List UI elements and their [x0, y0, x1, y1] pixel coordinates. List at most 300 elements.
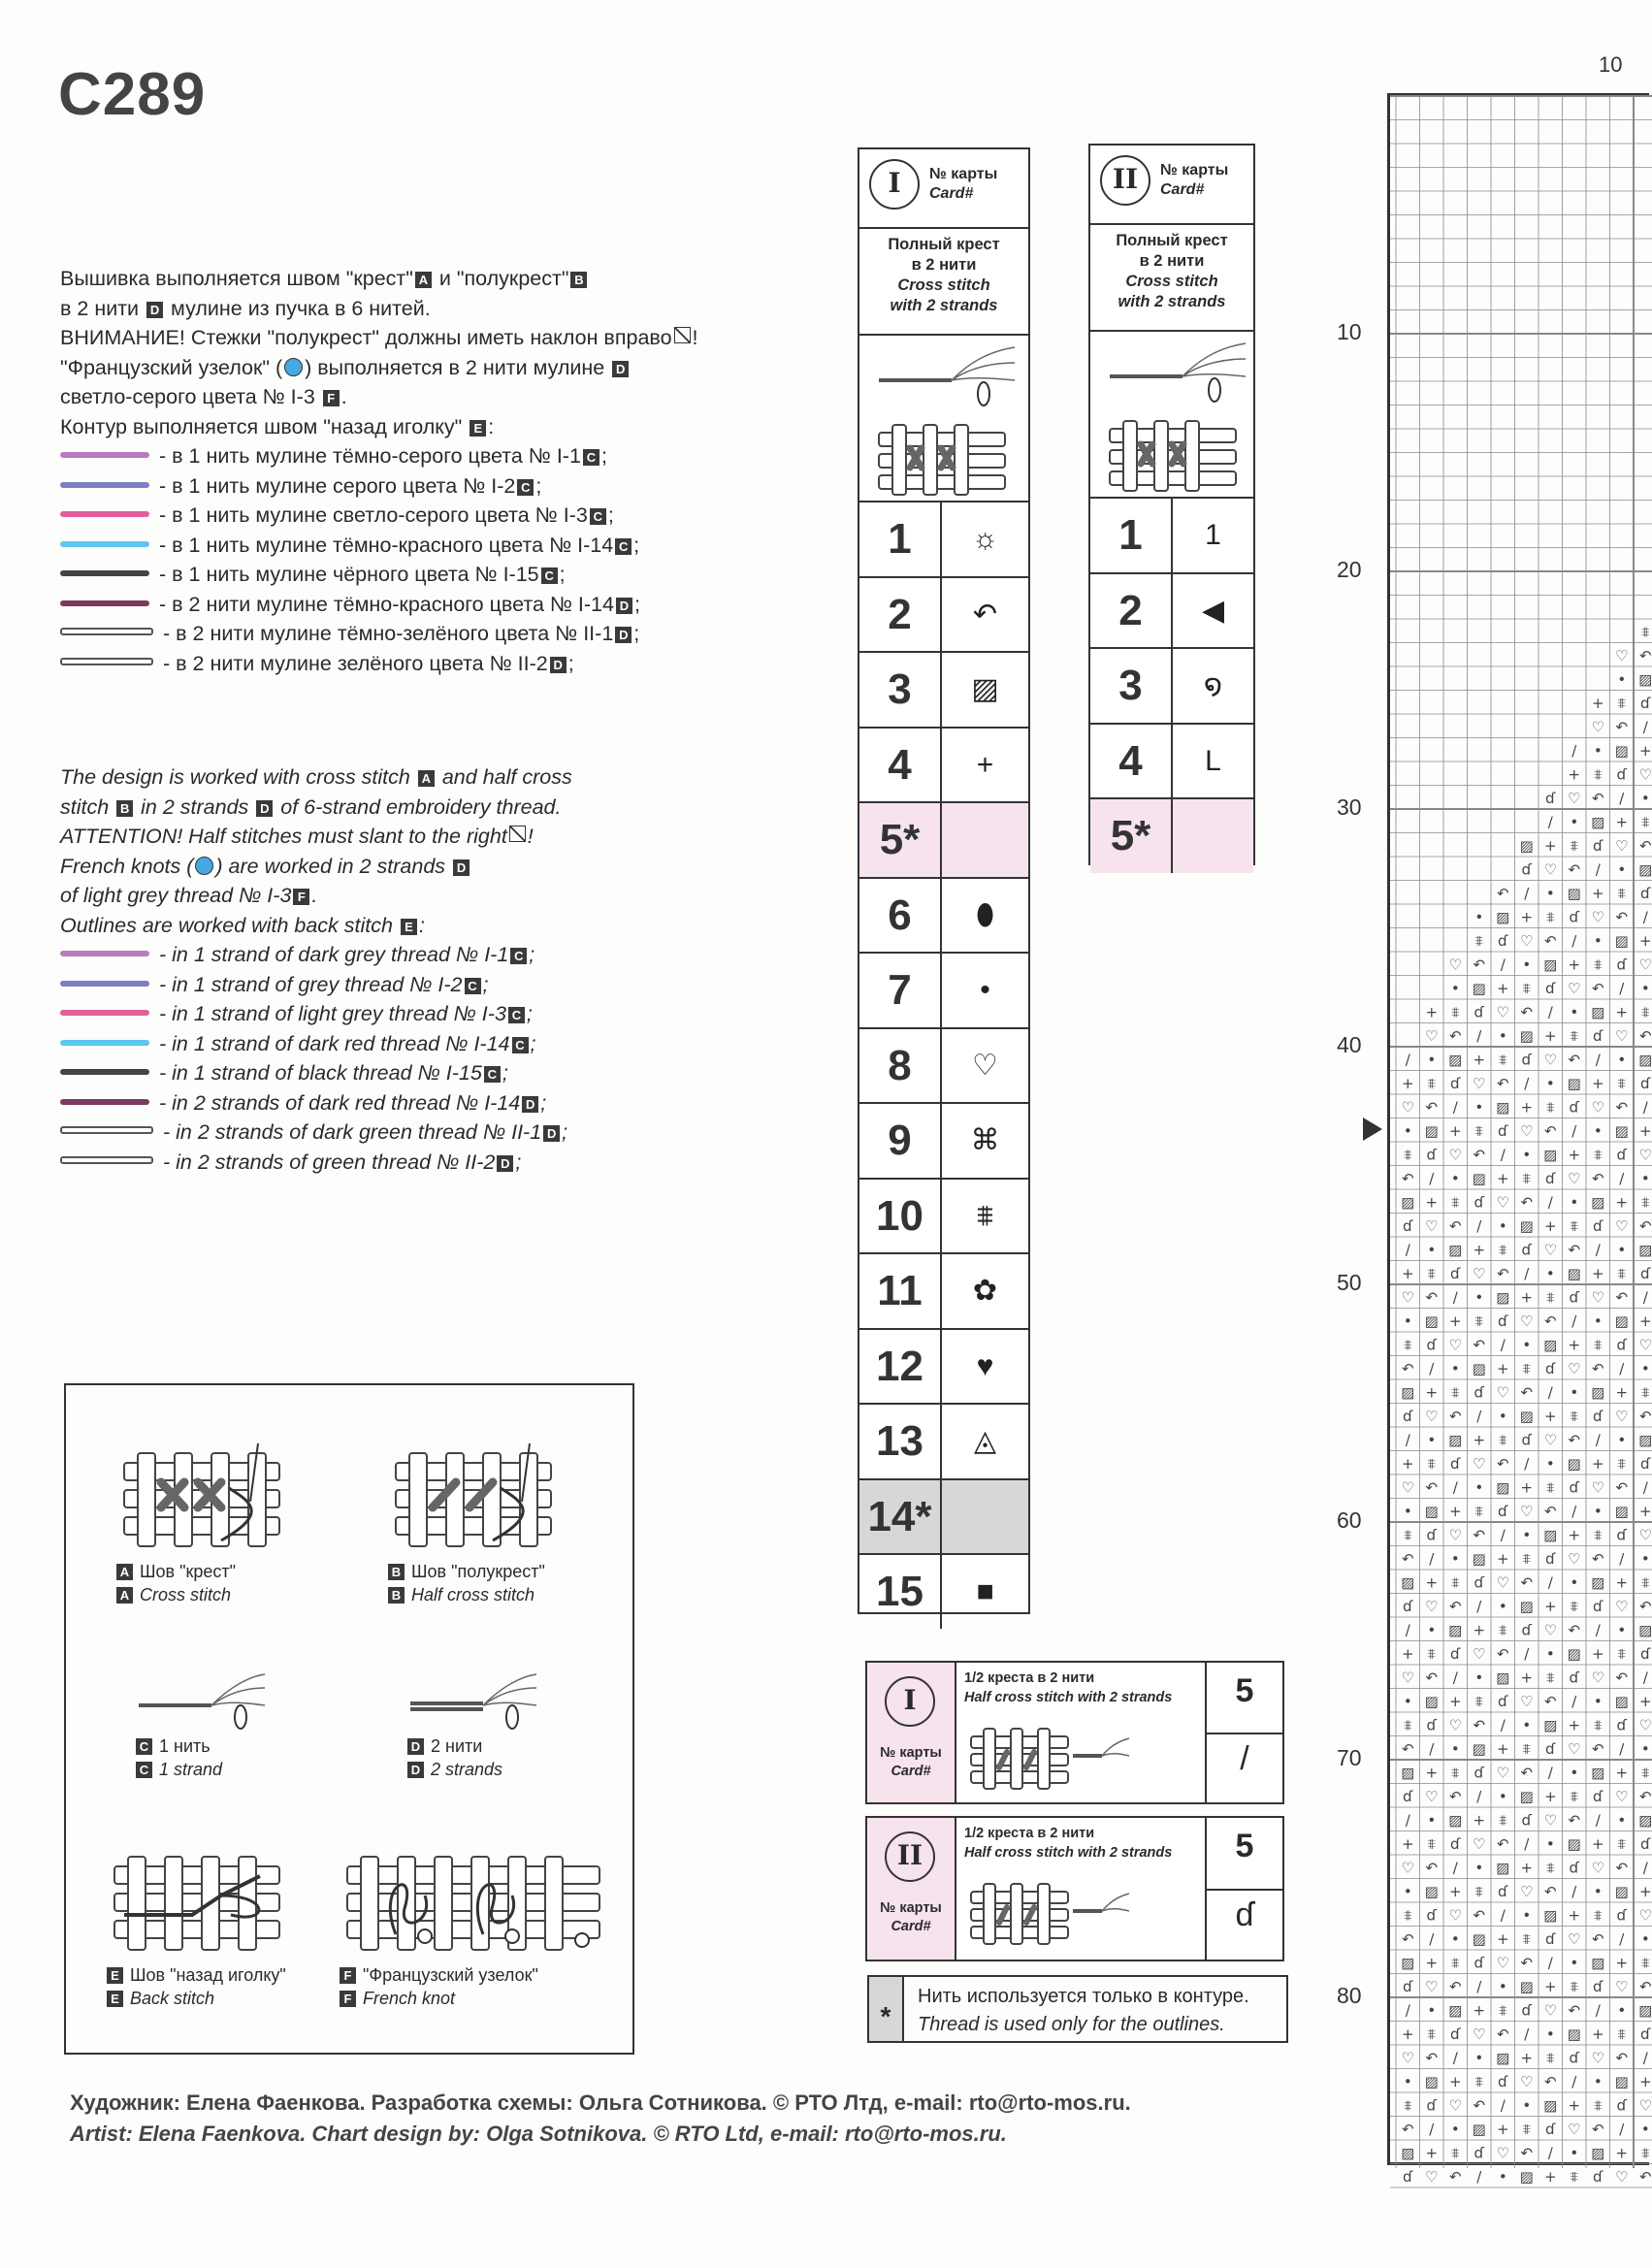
svg-text:▨: ▨ — [1472, 1169, 1486, 1187]
svg-text:↶: ↶ — [1568, 1431, 1581, 1449]
svg-text:+: + — [1615, 2144, 1629, 2162]
svg-text:•: • — [1450, 2120, 1460, 2138]
svg-text:/: / — [1429, 1359, 1435, 1377]
svg-text:/: / — [1642, 1288, 1648, 1307]
svg-text:▨: ▨ — [1614, 1312, 1629, 1330]
svg-text:▨: ▨ — [1567, 1074, 1581, 1092]
svg-text:ɗ: ɗ — [1593, 2167, 1603, 2186]
svg-text:ɗ: ɗ — [1593, 1216, 1603, 1235]
svg-text:♡: ♡ — [1615, 1977, 1629, 1995]
grid-row-label: 70 — [1337, 1745, 1362, 1770]
svg-text:•: • — [1403, 1502, 1412, 1520]
svg-text:+: + — [1543, 1787, 1557, 1805]
credits: Художник: Елена Фаенкова. Разработка схемы: Ольга Сотникова. © РТО Лтд, e-mail: rto@rto-mos.ru. Artist: Elena Faenkova. Chart design by: Olga Sotnikova. © RTO Ltd, e-mail: rto@rto-mos.ru. — [70, 2090, 1131, 2146]
svg-text:ɗ: ɗ — [1403, 1407, 1413, 1425]
thread-number: 3 — [1090, 649, 1173, 723]
svg-text:▨: ▨ — [1543, 1906, 1558, 1925]
svg-text:•: • — [1570, 1954, 1579, 1972]
svg-text:+: + — [1496, 1359, 1509, 1377]
svg-text:/: / — [1619, 1549, 1625, 1568]
svg-text:▨: ▨ — [1638, 1051, 1652, 1069]
svg-text:/: / — [1595, 1811, 1601, 1830]
svg-text:/: / — [1524, 1834, 1530, 1853]
svg-text:/: / — [1619, 1929, 1625, 1948]
svg-text:+: + — [1568, 765, 1581, 784]
svg-text:⩨: ⩨ — [1594, 2096, 1603, 2115]
svg-text:•: • — [1545, 1644, 1555, 1663]
svg-text:⩨: ⩨ — [1451, 2144, 1460, 2162]
svg-text:+: + — [1425, 1383, 1439, 1402]
svg-text:⩨: ⩨ — [1594, 765, 1603, 784]
svg-text:/: / — [1547, 1954, 1553, 1972]
svg-text:↶: ↶ — [1568, 1241, 1581, 1259]
svg-text:▨: ▨ — [1519, 836, 1534, 855]
svg-text:ɗ: ɗ — [1640, 884, 1651, 902]
svg-text:•: • — [1617, 1051, 1627, 1069]
legend-back-stitch: E Шов "назад иголку" E Back stitch — [105, 1847, 289, 2010]
svg-text:↶: ↶ — [1568, 1621, 1581, 1639]
svg-text:+: + — [1591, 884, 1604, 902]
svg-text:▨: ▨ — [1519, 1407, 1534, 1425]
outline-thread-line: - в 1 нить мулине тёмно-красного цвета № I-14 C ; — [60, 531, 836, 561]
svg-text:ɗ: ɗ — [1545, 2120, 1556, 2138]
svg-text:↶: ↶ — [1591, 1549, 1604, 1568]
card-row — [859, 1480, 1028, 1556]
thread-swatch — [60, 600, 149, 606]
thread-number: 6 — [859, 879, 942, 953]
svg-text:•: • — [1593, 1121, 1603, 1140]
svg-text:ɗ: ɗ — [1521, 1621, 1532, 1639]
svg-text:ɗ: ɗ — [1616, 956, 1627, 974]
half-stitch-icon — [509, 826, 526, 842]
svg-text:ɗ: ɗ — [1498, 1312, 1508, 1330]
svg-text:/: / — [1500, 1716, 1506, 1734]
svg-text:•: • — [1617, 1621, 1627, 1639]
svg-text:•: • — [1640, 979, 1650, 997]
svg-text:ɗ: ɗ — [1593, 1026, 1603, 1045]
svg-text:/: / — [1642, 718, 1648, 736]
svg-text:⩨: ⩨ — [1474, 1502, 1483, 1520]
thread-number: 12 — [859, 1330, 942, 1404]
svg-text:⩨: ⩨ — [1451, 1573, 1460, 1592]
svg-text:♡: ♡ — [1568, 979, 1581, 997]
card-row — [859, 1029, 1028, 1105]
svg-text:+: + — [1568, 1716, 1581, 1734]
svg-text:▨: ▨ — [1472, 1359, 1486, 1377]
svg-text:⩨: ⩨ — [1641, 1954, 1650, 1972]
svg-text:+: + — [1615, 1003, 1629, 1021]
svg-text:ɗ: ɗ — [1640, 694, 1651, 712]
chart-symbol: ↶ — [972, 598, 998, 631]
svg-text:▨: ▨ — [1638, 2001, 1652, 2020]
cross-stitch-illustration — [114, 1443, 289, 1560]
svg-text:♡: ♡ — [1615, 646, 1629, 664]
svg-text:•: • — [1640, 1549, 1650, 1568]
svg-text:♡: ♡ — [1543, 1241, 1557, 1259]
svg-text:ɗ: ɗ — [1616, 1716, 1627, 1734]
svg-text:+: + — [1520, 1098, 1534, 1117]
svg-text:⩨: ⩨ — [1522, 1359, 1531, 1377]
svg-text:↶: ↶ — [1638, 1026, 1652, 1045]
svg-text:▨: ▨ — [1496, 2049, 1510, 2067]
svg-text:+: + — [1401, 1834, 1414, 1853]
svg-text:•: • — [1403, 1121, 1412, 1140]
card-row — [1090, 799, 1253, 873]
legend-2-strands: D 2 нити D 2 strands — [405, 1667, 541, 1781]
svg-text:♡: ♡ — [1638, 1906, 1652, 1925]
svg-text:⩨: ⩨ — [1499, 1241, 1507, 1259]
svg-text:♡: ♡ — [1543, 2001, 1557, 2020]
svg-text:♡: ♡ — [1568, 789, 1581, 807]
legend-half-cross-stitch: B Шов "полукрест" B Half cross stitch — [386, 1443, 561, 1606]
thread-number: 1 — [1090, 499, 1173, 572]
svg-text:/: / — [1595, 1241, 1601, 1259]
svg-text:+: + — [1543, 1977, 1557, 1995]
svg-text:⩨: ⩨ — [1546, 908, 1555, 926]
svg-text:+: + — [1425, 1573, 1439, 1592]
svg-text:⩨: ⩨ — [1451, 1193, 1460, 1212]
svg-text:/: / — [1500, 1146, 1506, 1164]
svg-text:+: + — [1496, 2120, 1509, 2138]
svg-text:▨: ▨ — [1448, 2001, 1463, 2020]
svg-text:⩨: ⩨ — [1546, 1478, 1555, 1497]
svg-text:↶: ↶ — [1496, 1074, 1509, 1092]
svg-text:ɗ: ɗ — [1521, 1431, 1532, 1449]
thread-swatch — [60, 1126, 153, 1134]
svg-text:⩨: ⩨ — [1641, 1383, 1650, 1402]
svg-text:↶: ↶ — [1591, 2120, 1604, 2138]
svg-text:⩨: ⩨ — [1522, 2120, 1531, 2138]
svg-text:/: / — [1642, 2049, 1648, 2067]
svg-text:⩨: ⩨ — [1546, 1669, 1555, 1687]
svg-text:♡: ♡ — [1425, 1026, 1439, 1045]
chart-symbol: ▨ — [971, 673, 999, 705]
outline-thread-line: - in 1 strand of dark red thread № I-14 C ; — [60, 1029, 836, 1059]
svg-text:/: / — [1571, 1502, 1577, 1520]
outline-thread-line: - in 2 strands of green thread № II-2 D ; — [60, 1148, 836, 1178]
svg-text:/: / — [1500, 1336, 1506, 1354]
grid-row-label: 80 — [1337, 1983, 1362, 2008]
svg-text:↶: ↶ — [1401, 1359, 1414, 1377]
svg-text:•: • — [1593, 2072, 1603, 2090]
svg-text:⩨: ⩨ — [1641, 623, 1650, 641]
page-number: 10 — [1599, 52, 1623, 77]
svg-text:•: • — [1427, 2001, 1437, 2020]
svg-text:♡: ♡ — [1615, 1407, 1629, 1425]
svg-text:♡: ♡ — [1425, 1977, 1439, 1995]
svg-text:▨: ▨ — [1543, 1336, 1558, 1354]
svg-text:•: • — [1640, 1739, 1650, 1758]
svg-text:/: / — [1547, 2144, 1553, 2162]
svg-text:ɗ: ɗ — [1498, 1692, 1508, 1710]
svg-text:⩨: ⩨ — [1522, 1169, 1531, 1187]
svg-text:↶: ↶ — [1591, 1359, 1604, 1377]
svg-text:↶: ↶ — [1425, 2049, 1439, 2067]
svg-text:⩨: ⩨ — [1594, 1906, 1603, 1925]
svg-text:+: + — [1638, 1692, 1652, 1710]
svg-text:/: / — [1476, 1597, 1482, 1615]
svg-text:♡: ♡ — [1638, 1146, 1652, 1164]
svg-text:ɗ: ɗ — [1640, 1454, 1651, 1473]
svg-text:+: + — [1496, 1549, 1509, 1568]
svg-text:♡: ♡ — [1591, 718, 1604, 736]
svg-text:♡: ♡ — [1448, 1146, 1462, 1164]
svg-text:ɗ: ɗ — [1403, 1597, 1413, 1615]
svg-text:+: + — [1615, 1193, 1629, 1212]
svg-text:+: + — [1448, 1121, 1462, 1140]
outline-text: - в 2 нити мулине тёмно-красного цвета № I-14 — [159, 592, 614, 616]
outline-text: - в 1 нить мулине светло-серого цвета № I-3 — [159, 503, 588, 527]
thread-number: 15 — [859, 1555, 942, 1629]
svg-text:♡: ♡ — [1591, 908, 1604, 926]
svg-text:ɗ: ɗ — [1521, 1241, 1532, 1259]
svg-text:ɗ: ɗ — [1450, 1644, 1461, 1663]
svg-text:↶: ↶ — [1615, 1288, 1629, 1307]
svg-text:▨: ▨ — [1543, 2096, 1558, 2115]
svg-text:⩨: ⩨ — [1404, 1716, 1412, 1734]
svg-text:▨: ▨ — [1424, 1502, 1439, 1520]
svg-text:+: + — [1543, 1216, 1557, 1235]
svg-text:▨: ▨ — [1591, 1954, 1605, 1972]
thread-swatch — [60, 628, 153, 635]
svg-text:ɗ: ɗ — [1545, 789, 1556, 807]
svg-text:•: • — [1474, 1098, 1484, 1117]
svg-text:♡: ♡ — [1615, 836, 1629, 855]
svg-text:▨: ▨ — [1519, 2167, 1534, 2186]
svg-text:♡: ♡ — [1401, 1098, 1414, 1117]
svg-text:♡: ♡ — [1615, 1597, 1629, 1615]
svg-text:♡: ♡ — [1591, 1859, 1604, 1877]
svg-text:•: • — [1617, 1431, 1627, 1449]
svg-text:/: / — [1500, 1906, 1506, 1925]
svg-text:•: • — [1545, 1834, 1555, 1853]
outline-text: - in 1 strand of light grey thread № I-3 — [159, 1002, 506, 1025]
svg-text:♡: ♡ — [1591, 1669, 1604, 1687]
svg-text:+: + — [1615, 1573, 1629, 1592]
svg-text:♡: ♡ — [1496, 1573, 1509, 1592]
outline-text: - в 2 нити мулине зелёного цвета № II-2 — [163, 651, 548, 675]
svg-text:ɗ: ɗ — [1474, 2144, 1484, 2162]
svg-text:+: + — [1448, 1502, 1462, 1520]
thread-number: 10 — [859, 1180, 942, 1253]
svg-text:⩨: ⩨ — [1499, 1431, 1507, 1449]
svg-text:♡: ♡ — [1520, 1502, 1534, 1520]
outline-text: - in 1 strand of dark red thread № I-14 — [159, 1031, 510, 1055]
svg-text:▨: ▨ — [1543, 1526, 1558, 1544]
thread-number: 3 — [859, 653, 942, 727]
svg-text:/: / — [1547, 813, 1553, 831]
svg-text:♡: ♡ — [1591, 1098, 1604, 1117]
half-cross-card-II: II № карты Card# 1/2 креста в 2 нити Half cross stitch with 2 strands 5 ɗ — [865, 1816, 1284, 1961]
svg-text:/: / — [1405, 1811, 1410, 1830]
svg-text:▨: ▨ — [1424, 2072, 1439, 2090]
svg-text:•: • — [1427, 1241, 1437, 1259]
svg-text:▨: ▨ — [1638, 1241, 1652, 1259]
svg-text:/: / — [1571, 1692, 1577, 1710]
svg-text:/: / — [1476, 1407, 1482, 1425]
svg-text:/: / — [1524, 1454, 1530, 1473]
svg-text:•: • — [1570, 2144, 1579, 2162]
svg-text:⩨: ⩨ — [1522, 1929, 1531, 1948]
svg-text:♡: ♡ — [1591, 1478, 1604, 1497]
svg-text:↶: ↶ — [1591, 1169, 1604, 1187]
svg-text:▨: ▨ — [1496, 1478, 1510, 1497]
svg-text:↶: ↶ — [1520, 1954, 1534, 1972]
svg-text:▨: ▨ — [1472, 1929, 1486, 1948]
thread-swatch — [60, 1156, 153, 1164]
svg-text:⩨: ⩨ — [1617, 1454, 1626, 1473]
thread-number: 5* — [859, 803, 942, 877]
svg-text:•: • — [1450, 979, 1460, 997]
card-roman-numeral: II — [1100, 155, 1150, 206]
svg-text:♡: ♡ — [1568, 1739, 1581, 1758]
svg-text:↶: ↶ — [1638, 1597, 1652, 1615]
svg-text:•: • — [1570, 1573, 1579, 1592]
svg-text:ɗ: ɗ — [1403, 1787, 1413, 1805]
svg-text:↶: ↶ — [1496, 1264, 1509, 1282]
svg-text:♡: ♡ — [1425, 1597, 1439, 1615]
svg-text:♡: ♡ — [1496, 1193, 1509, 1212]
svg-text:/: / — [1429, 1169, 1435, 1187]
svg-text:•: • — [1617, 1811, 1627, 1830]
svg-text:/: / — [1476, 2167, 1482, 2186]
svg-text:↶: ↶ — [1638, 1407, 1652, 1425]
svg-text:♡: ♡ — [1568, 1359, 1581, 1377]
grid-row-label: 60 — [1337, 1507, 1362, 1533]
thread-swatch — [60, 1010, 149, 1016]
outline-thread-line: - in 1 strand of grey thread № I-2 C ; — [60, 970, 836, 1000]
svg-text:▨: ▨ — [1614, 1692, 1629, 1710]
svg-text:ɗ: ɗ — [1426, 1716, 1437, 1734]
thread-swatch — [60, 981, 149, 987]
svg-text:♡: ♡ — [1615, 1787, 1629, 1805]
svg-text:+: + — [1568, 1906, 1581, 1925]
cross-stitch-illustration — [1090, 332, 1253, 499]
svg-text:↶: ↶ — [1496, 1454, 1509, 1473]
chart-symbol: ■ — [976, 1575, 994, 1607]
svg-text:♡: ♡ — [1473, 2025, 1486, 2043]
svg-text:⩨: ⩨ — [1617, 694, 1626, 712]
svg-text:↶: ↶ — [1520, 1764, 1534, 1782]
svg-text:+: + — [1473, 1241, 1486, 1259]
svg-text:⩨: ⩨ — [1404, 2096, 1412, 2115]
svg-text:/: / — [1476, 1977, 1482, 1995]
svg-text:♡: ♡ — [1496, 1003, 1509, 1021]
svg-text:/: / — [1405, 2001, 1410, 2020]
thread-number: 13 — [859, 1405, 942, 1478]
svg-text:⩨: ⩨ — [1570, 1597, 1578, 1615]
svg-text:⩨: ⩨ — [1617, 884, 1626, 902]
svg-text:⩨: ⩨ — [1546, 2049, 1555, 2067]
svg-text:▨: ▨ — [1496, 1098, 1510, 1117]
svg-text:▨: ▨ — [1638, 1621, 1652, 1639]
svg-text:/: / — [1405, 1621, 1410, 1639]
chart-symbol: ⌘ — [970, 1124, 1000, 1156]
svg-text:▨: ▨ — [1591, 1193, 1605, 1212]
svg-text:•: • — [1545, 884, 1555, 902]
svg-text:•: • — [1474, 1669, 1484, 1687]
svg-text:/: / — [1476, 1787, 1482, 1805]
outline-thread-line: - в 1 нить мулине чёрного цвета № I-15 C ; — [60, 560, 836, 590]
svg-text:+: + — [1496, 1739, 1509, 1758]
svg-text:♡: ♡ — [1401, 1669, 1414, 1687]
svg-text:+: + — [1425, 2144, 1439, 2162]
svg-text:+: + — [1520, 2049, 1534, 2067]
svg-text:•: • — [1640, 789, 1650, 807]
half-cross-illustration — [966, 1725, 1131, 1793]
svg-text:▨: ▨ — [1401, 1764, 1415, 1782]
svg-text:▨: ▨ — [1496, 1669, 1510, 1687]
svg-text:▨: ▨ — [1519, 1216, 1534, 1235]
svg-text:▨: ▨ — [1448, 1621, 1463, 1639]
svg-text:•: • — [1570, 1764, 1579, 1782]
svg-text:↶: ↶ — [1591, 979, 1604, 997]
svg-text:ɗ: ɗ — [1426, 1146, 1437, 1164]
svg-text:/: / — [1500, 1526, 1506, 1544]
thread-swatch — [60, 482, 149, 488]
svg-text:▨: ▨ — [1567, 1834, 1581, 1853]
grid-row-label: 40 — [1337, 1032, 1362, 1057]
svg-text:•: • — [1450, 1169, 1460, 1187]
svg-text:+: + — [1448, 1882, 1462, 1900]
thread-number: 7 — [859, 954, 942, 1027]
outline-text: - in 1 strand of grey thread № I-2 — [159, 972, 463, 996]
svg-text:♡: ♡ — [1473, 1074, 1486, 1092]
svg-text:/: / — [1642, 1669, 1648, 1687]
svg-text:ɗ: ɗ — [1569, 1669, 1579, 1687]
svg-text:ɗ: ɗ — [1498, 1502, 1508, 1520]
outline-thread-note: * Нить используется только в контуре. Thread is used only for the outlines. — [867, 1975, 1288, 2043]
card-row — [1090, 649, 1253, 725]
svg-text:♡: ♡ — [1473, 1454, 1486, 1473]
svg-text:•: • — [1427, 1051, 1437, 1069]
svg-text:ɗ: ɗ — [1521, 1051, 1532, 1069]
svg-text:•: • — [1403, 1312, 1412, 1330]
svg-text:+: + — [1638, 1502, 1652, 1520]
outline-thread-line: - in 1 strand of light grey thread № I-3 C ; — [60, 999, 836, 1029]
svg-text:•: • — [1570, 813, 1579, 831]
svg-text:/: / — [1405, 1241, 1410, 1259]
svg-text:ɗ: ɗ — [1569, 1288, 1579, 1307]
svg-text:⩨: ⩨ — [1617, 1264, 1626, 1282]
svg-text:↶: ↶ — [1568, 860, 1581, 879]
svg-text:•: • — [1427, 1811, 1437, 1830]
svg-text:•: • — [1474, 1859, 1484, 1877]
chart-symbol — [942, 803, 1028, 877]
chart-symbol: ◀ — [1201, 594, 1225, 627]
svg-text:♡: ♡ — [1568, 1549, 1581, 1568]
svg-text:⩨: ⩨ — [1427, 2025, 1436, 2043]
svg-text:+: + — [1425, 1764, 1439, 1782]
svg-text:ɗ: ɗ — [1403, 1216, 1413, 1235]
svg-text:♡: ♡ — [1543, 860, 1557, 879]
svg-text:•: • — [1450, 1739, 1460, 1758]
svg-text:⩨: ⩨ — [1617, 1074, 1626, 1092]
svg-text:⩨: ⩨ — [1594, 1336, 1603, 1354]
svg-text:↶: ↶ — [1520, 2144, 1534, 2162]
svg-text:ɗ: ɗ — [1593, 836, 1603, 855]
svg-text:ɗ: ɗ — [1640, 2025, 1651, 2043]
svg-text:ɗ: ɗ — [1498, 2072, 1508, 2090]
svg-text:▨: ▨ — [1519, 1977, 1534, 1995]
chart-symbol: ♥ — [976, 1349, 994, 1382]
svg-text:⩨: ⩨ — [1451, 1383, 1460, 1402]
svg-text:↶: ↶ — [1496, 2025, 1509, 2043]
svg-text:+: + — [1615, 1764, 1629, 1782]
svg-text:+: + — [1520, 1478, 1534, 1497]
svg-text:•: • — [1640, 2120, 1650, 2138]
svg-text:/: / — [1571, 741, 1577, 760]
